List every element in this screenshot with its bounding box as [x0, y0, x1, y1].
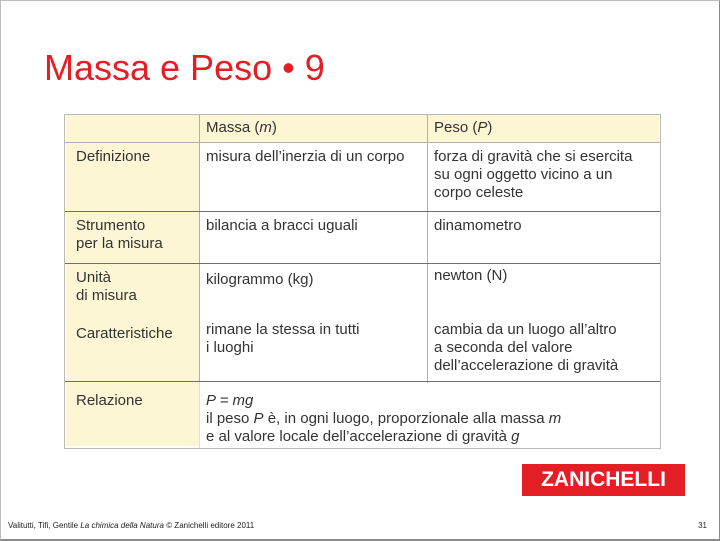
header-peso-word: Peso ( — [434, 119, 478, 136]
row-divider — [65, 263, 660, 264]
peso-caratteristiche-line: dell’accelerazione di gravità — [434, 357, 619, 374]
footer-book-title: La chimica della Natura — [80, 521, 164, 530]
peso-definizione — [427, 142, 659, 211]
column-divider — [199, 381, 200, 448]
massa-strumento: bilancia a bracci uguali — [206, 217, 358, 234]
row-divider — [65, 381, 660, 382]
footer-publisher: © Zanichelli editore 2011 — [166, 521, 255, 530]
relazione-text: il peso — [206, 410, 254, 427]
table-row-definizione — [66, 142, 659, 211]
relazione-symbol: m — [548, 410, 562, 427]
peso-caratteristiche — [427, 313, 659, 381]
row-divider — [65, 211, 660, 212]
table-row-strumento — [66, 211, 659, 263]
massa-definizione: misura dell’inerzia di un corpo — [206, 148, 405, 165]
relazione-text: e al valore locale dell’accelerazione di gravità — [206, 428, 512, 445]
comparison-table — [64, 114, 661, 449]
footer-authors: Valitutti, Tifi, Gentile — [8, 521, 79, 530]
table-row-relazione — [66, 381, 659, 446]
massa-caratteristiche — [199, 313, 427, 381]
massa-unita: kilogrammo (kg) — [206, 271, 314, 288]
relazione-symbol: g — [511, 428, 520, 445]
peso-definizione-line: su ogni oggetto vicino a un — [434, 166, 613, 183]
zanichelli-logo: ZANICHELLI — [522, 464, 685, 496]
page-number: 31 — [698, 521, 707, 530]
footer-credits — [8, 521, 254, 530]
label-unita — [66, 263, 199, 313]
header-massa-symbol: m — [259, 119, 272, 136]
table-header-row — [66, 115, 659, 142]
relazione-formula: P = mg — [206, 392, 254, 409]
column-divider — [427, 115, 428, 383]
peso-definizione-line: forza di gravità che si esercita — [434, 148, 633, 165]
label-strumento — [66, 211, 199, 263]
header-massa — [199, 115, 427, 142]
relazione-line2 — [206, 410, 659, 428]
table-row-caratteristiche — [66, 313, 659, 381]
label-definizione: Definizione — [66, 142, 199, 211]
header-peso-close: ) — [487, 119, 493, 136]
peso-caratteristiche-line: cambia da un luogo all’altro — [434, 321, 617, 338]
massa-caratteristiche-line: rimane la stessa in tutti — [206, 321, 360, 338]
peso-definizione-line: corpo celeste — [434, 184, 524, 201]
relazione-text: è, in ogni luogo, proporzionale alla massa — [263, 410, 549, 427]
peso-caratteristiche-line: a seconda del valore — [434, 339, 573, 356]
column-divider — [199, 115, 200, 383]
label-strumento-line: per la misura — [76, 235, 163, 252]
header-massa-close: ) — [271, 119, 277, 136]
header-massa-word: Massa ( — [206, 119, 260, 136]
label-unita-line: Unità — [76, 269, 112, 286]
label-unita-line: di misura — [76, 287, 137, 304]
header-peso-symbol: P — [477, 119, 488, 136]
relazione-symbol: P — [253, 410, 264, 427]
relazione-line3 — [206, 428, 659, 446]
label-relazione: Relazione — [66, 381, 199, 446]
header-peso — [427, 115, 659, 142]
header-empty-cell — [66, 115, 199, 142]
label-caratteristiche: Caratteristiche — [66, 313, 199, 381]
row-divider — [65, 142, 660, 143]
massa-caratteristiche-line: i luoghi — [206, 339, 254, 356]
label-strumento-line: Strumento — [76, 217, 146, 234]
relazione-content — [199, 381, 659, 446]
slide-title: Massa e Peso • 9 — [44, 47, 325, 88]
peso-strumento: dinamometro — [434, 217, 522, 234]
table-row-unita — [66, 263, 659, 313]
peso-unita: newton (N) — [434, 267, 508, 284]
